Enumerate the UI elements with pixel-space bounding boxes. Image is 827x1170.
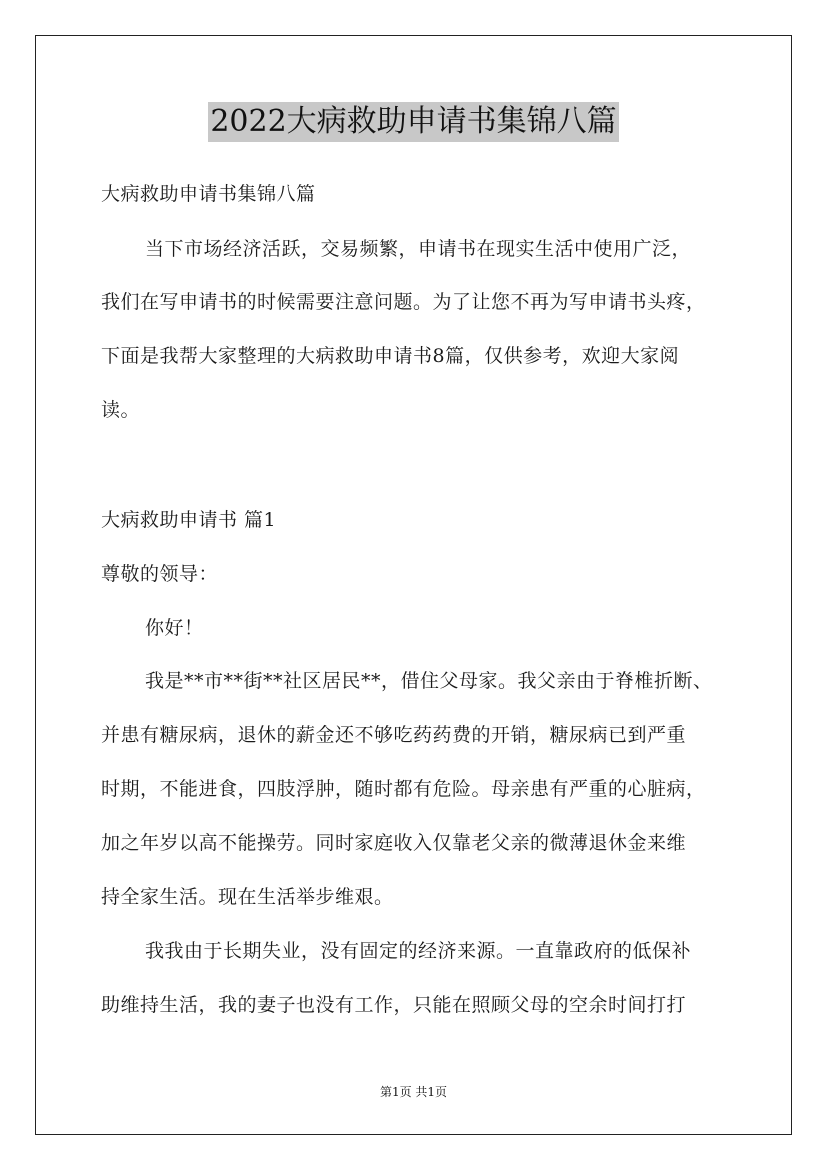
title-container: [0, 102, 827, 142]
intro-line: 我们在写申请书的时候需要注意问题。为了让您不再为写申请书头疼，: [101, 291, 706, 313]
document-subtitle: 大病救助申请书集锦八篇: [101, 183, 316, 205]
paragraph-line: 并患有糖尿病，退休的薪金还不够吃药药费的开销，糖尿病已到严重: [101, 724, 687, 746]
paragraph-line: 加之年岁以高不能操劳。同时家庭收入仅靠老父亲的微薄退休金来维: [101, 832, 687, 854]
paragraph-line: 助维持生活，我的妻子也没有工作，只能在照顾父母的空余时间打打: [101, 994, 687, 1016]
section-heading: 大病救助申请书 篇1: [101, 509, 277, 531]
intro-line: 读。: [101, 399, 141, 421]
paragraph-line: 我是**市**街**社区居民**，借住父母家。我父亲由于脊椎折断、: [145, 670, 713, 692]
document-title: 2022大病救助申请书集锦八篇: [208, 102, 618, 142]
paragraph-line: 我我由于长期失业，没有固定的经济来源。一直靠政府的低保补: [145, 940, 692, 962]
page-footer: 第1页 共1页: [379, 1085, 448, 1099]
salutation: 尊敬的领导：: [101, 563, 219, 585]
greeting: 你好！: [145, 617, 204, 639]
intro-line: 下面是我帮大家整理的大病救助申请书8篇，仅供参考，欢迎大家阅: [101, 345, 680, 367]
paragraph-line: 持全家生活。现在生活举步维艰。: [101, 886, 394, 908]
intro-line: 当下市场经济活跃，交易频繁，申请书在现实生活中使用广泛，: [145, 238, 692, 260]
paragraph-line: 时期，不能进食，四肢浮肿，随时都有危险。母亲患有严重的心脏病，: [101, 778, 706, 800]
